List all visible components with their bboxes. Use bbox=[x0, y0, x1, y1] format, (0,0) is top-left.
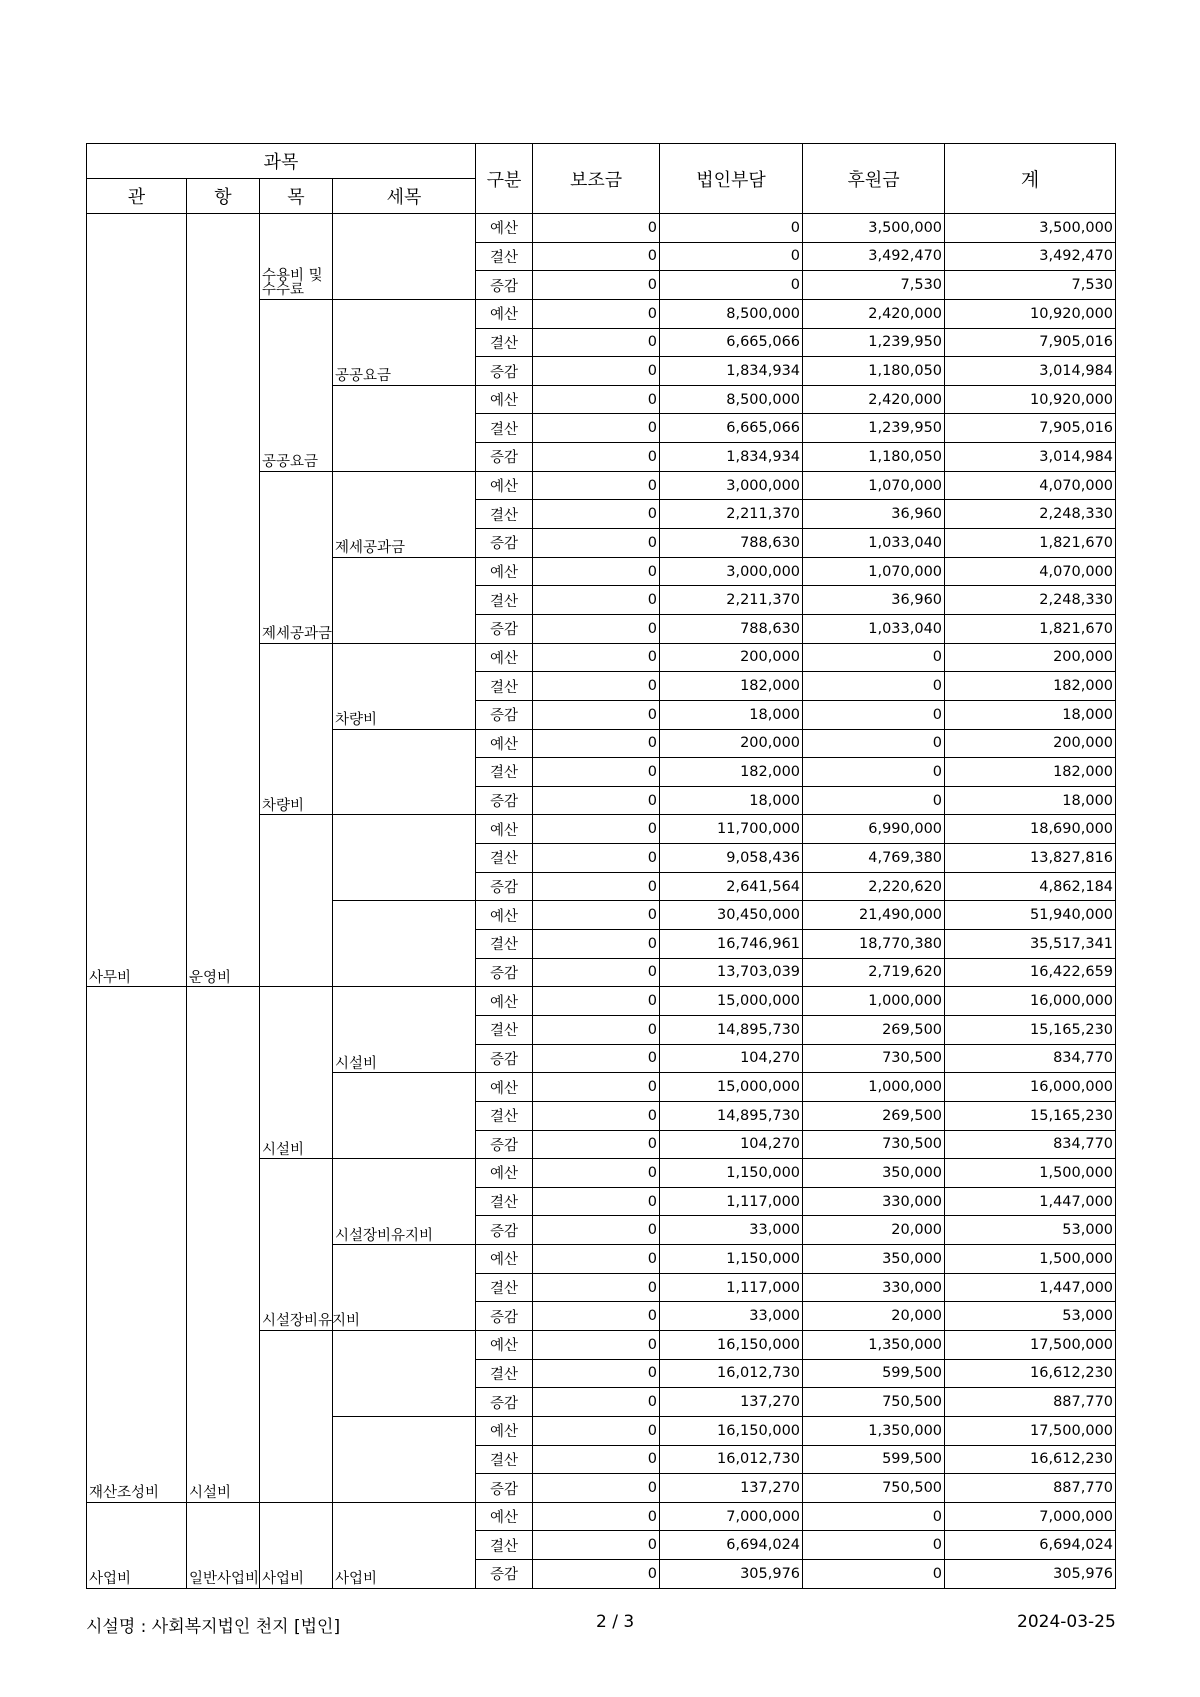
row-type-cell: 결산 bbox=[476, 758, 533, 787]
corporate-cell: 18,000 bbox=[660, 700, 803, 729]
corporate-cell: 16,012,730 bbox=[660, 1359, 803, 1388]
subsidy-cell: 0 bbox=[533, 1245, 660, 1274]
total-cell: 16,422,659 bbox=[945, 958, 1116, 987]
subsidy-cell: 0 bbox=[533, 930, 660, 959]
corporate-cell: 1,150,000 bbox=[660, 1245, 803, 1274]
row-type-cell: 증감 bbox=[476, 700, 533, 729]
category-label: 시설비 bbox=[333, 987, 476, 1073]
row-type-cell: 예산 bbox=[476, 1159, 533, 1188]
total-cell: 887,770 bbox=[945, 1388, 1116, 1417]
total-cell: 7,530 bbox=[945, 271, 1116, 300]
row-type-cell: 증감 bbox=[476, 958, 533, 987]
subsidy-cell: 0 bbox=[533, 1044, 660, 1073]
subsidy-cell: 0 bbox=[533, 700, 660, 729]
total-cell: 1,447,000 bbox=[945, 1187, 1116, 1216]
subsidy-cell: 0 bbox=[533, 1502, 660, 1531]
row-type-cell: 예산 bbox=[476, 901, 533, 930]
row-type-cell: 결산 bbox=[476, 1273, 533, 1302]
subsidy-cell: 0 bbox=[533, 242, 660, 271]
subsidy-cell: 0 bbox=[533, 758, 660, 787]
row-type-cell: 증감 bbox=[476, 1474, 533, 1503]
subsidy-cell: 0 bbox=[533, 643, 660, 672]
row-type-cell: 증감 bbox=[476, 1388, 533, 1417]
row-type-cell: 예산 bbox=[476, 557, 533, 586]
header-total: 계 bbox=[945, 144, 1116, 214]
donation-cell: 36,960 bbox=[803, 586, 945, 615]
row-type-cell: 증감 bbox=[476, 872, 533, 901]
row-type-cell: 결산 bbox=[476, 586, 533, 615]
corporate-cell: 104,270 bbox=[660, 1044, 803, 1073]
table-body bbox=[87, 214, 1116, 1589]
row-type-cell: 증감 bbox=[476, 1302, 533, 1331]
corporate-cell: 13,703,039 bbox=[660, 958, 803, 987]
subsidy-cell: 0 bbox=[533, 729, 660, 758]
donation-cell: 269,500 bbox=[803, 1101, 945, 1130]
category-label: 사업비 bbox=[260, 1502, 333, 1588]
total-cell: 305,976 bbox=[945, 1560, 1116, 1589]
row-type-cell: 증감 bbox=[476, 1044, 533, 1073]
total-cell: 1,500,000 bbox=[945, 1159, 1116, 1188]
corporate-cell: 8,500,000 bbox=[660, 385, 803, 414]
page-number: 2 / 3 bbox=[596, 1612, 635, 1632]
donation-cell: 599,500 bbox=[803, 1445, 945, 1474]
row-type-cell: 예산 bbox=[476, 471, 533, 500]
total-cell: 17,500,000 bbox=[945, 1330, 1116, 1359]
subsidy-cell: 0 bbox=[533, 958, 660, 987]
corporate-cell: 33,000 bbox=[660, 1302, 803, 1331]
category-label: 공공요금 bbox=[260, 299, 333, 471]
subsidy-cell: 0 bbox=[533, 1560, 660, 1589]
category-label: 사무비 bbox=[87, 214, 187, 987]
total-cell: 834,770 bbox=[945, 1130, 1116, 1159]
subsidy-cell: 0 bbox=[533, 586, 660, 615]
subsidy-cell: 0 bbox=[533, 443, 660, 472]
subsidy-cell: 0 bbox=[533, 1130, 660, 1159]
row-type-cell: 증감 bbox=[476, 1560, 533, 1589]
donation-cell: 0 bbox=[803, 643, 945, 672]
subsidy-cell: 0 bbox=[533, 786, 660, 815]
corporate-cell: 0 bbox=[660, 214, 803, 243]
corporate-cell: 30,450,000 bbox=[660, 901, 803, 930]
category-label: 제세공과금 bbox=[333, 471, 476, 557]
corporate-cell: 788,630 bbox=[660, 529, 803, 558]
row-type-cell: 예산 bbox=[476, 1245, 533, 1274]
total-cell: 1,821,670 bbox=[945, 614, 1116, 643]
corporate-cell: 6,665,066 bbox=[660, 414, 803, 443]
donation-cell: 2,420,000 bbox=[803, 385, 945, 414]
donation-cell: 0 bbox=[803, 700, 945, 729]
donation-cell: 7,530 bbox=[803, 271, 945, 300]
total-cell: 2,248,330 bbox=[945, 586, 1116, 615]
corporate-cell: 200,000 bbox=[660, 729, 803, 758]
row-type-cell: 결산 bbox=[476, 500, 533, 529]
corporate-cell: 0 bbox=[660, 242, 803, 271]
row-type-cell: 증감 bbox=[476, 529, 533, 558]
total-cell: 834,770 bbox=[945, 1044, 1116, 1073]
row-type-cell: 증감 bbox=[476, 443, 533, 472]
total-cell: 1,500,000 bbox=[945, 1245, 1116, 1274]
donation-cell: 1,180,050 bbox=[803, 443, 945, 472]
donation-cell: 3,500,000 bbox=[803, 214, 945, 243]
subsidy-cell: 0 bbox=[533, 271, 660, 300]
row-type-cell: 예산 bbox=[476, 987, 533, 1016]
corporate-cell: 16,746,961 bbox=[660, 930, 803, 959]
row-type-cell: 예산 bbox=[476, 1502, 533, 1531]
donation-cell: 0 bbox=[803, 1560, 945, 1589]
corporate-cell: 104,270 bbox=[660, 1130, 803, 1159]
row-type-cell: 결산 bbox=[476, 414, 533, 443]
corporate-cell: 18,000 bbox=[660, 786, 803, 815]
header-category: 과목 bbox=[87, 144, 476, 179]
total-cell: 15,165,230 bbox=[945, 1101, 1116, 1130]
header-gwan: 관 bbox=[87, 179, 187, 214]
row-type-cell: 결산 bbox=[476, 1015, 533, 1044]
donation-cell: 0 bbox=[803, 786, 945, 815]
category-label: 일반사업비 bbox=[187, 1502, 260, 1588]
donation-cell: 2,220,620 bbox=[803, 872, 945, 901]
print-date: 2024-03-25 bbox=[1017, 1612, 1116, 1632]
category-label: 시설장비유지비 bbox=[260, 1159, 333, 1331]
corporate-cell: 0 bbox=[660, 271, 803, 300]
corporate-cell: 14,895,730 bbox=[660, 1101, 803, 1130]
subsidy-cell: 0 bbox=[533, 1101, 660, 1130]
total-cell: 13,827,816 bbox=[945, 844, 1116, 873]
donation-cell: 1,239,950 bbox=[803, 414, 945, 443]
total-cell: 4,070,000 bbox=[945, 471, 1116, 500]
total-cell: 1,447,000 bbox=[945, 1273, 1116, 1302]
category-label: 차량비 bbox=[333, 643, 476, 729]
category-label: 시설장비유지비 bbox=[333, 1159, 476, 1245]
subsidy-cell: 0 bbox=[533, 1216, 660, 1245]
category-label: 사업비 bbox=[333, 1502, 476, 1588]
category-label: 시설비 bbox=[187, 987, 260, 1503]
subsidy-cell: 0 bbox=[533, 385, 660, 414]
subsidy-cell: 0 bbox=[533, 1359, 660, 1388]
total-cell: 3,014,984 bbox=[945, 443, 1116, 472]
row-type-cell: 결산 bbox=[476, 844, 533, 873]
subsidy-cell: 0 bbox=[533, 614, 660, 643]
row-type-cell: 예산 bbox=[476, 299, 533, 328]
total-cell: 18,690,000 bbox=[945, 815, 1116, 844]
header-hang: 항 bbox=[187, 179, 260, 214]
subsidy-cell: 0 bbox=[533, 872, 660, 901]
subsidy-cell: 0 bbox=[533, 1302, 660, 1331]
total-cell: 53,000 bbox=[945, 1216, 1116, 1245]
subsidy-cell: 0 bbox=[533, 844, 660, 873]
row-type-cell: 예산 bbox=[476, 1073, 533, 1102]
row-type-cell: 예산 bbox=[476, 815, 533, 844]
subsidy-cell: 0 bbox=[533, 1015, 660, 1044]
total-cell: 3,014,984 bbox=[945, 357, 1116, 386]
subsidy-cell: 0 bbox=[533, 214, 660, 243]
category-empty bbox=[333, 1073, 476, 1159]
category-label: 운영비 bbox=[187, 214, 260, 987]
donation-cell: 1,033,040 bbox=[803, 529, 945, 558]
header-gubun: 구분 bbox=[476, 144, 533, 214]
corporate-cell: 137,270 bbox=[660, 1388, 803, 1417]
category-empty bbox=[333, 901, 476, 987]
total-cell: 16,000,000 bbox=[945, 1073, 1116, 1102]
corporate-cell: 3,000,000 bbox=[660, 557, 803, 586]
total-cell: 182,000 bbox=[945, 758, 1116, 787]
donation-cell: 6,990,000 bbox=[803, 815, 945, 844]
total-cell: 4,862,184 bbox=[945, 872, 1116, 901]
row-type-cell: 증감 bbox=[476, 271, 533, 300]
donation-cell: 20,000 bbox=[803, 1216, 945, 1245]
total-cell: 7,000,000 bbox=[945, 1502, 1116, 1531]
row-type-cell: 예산 bbox=[476, 1330, 533, 1359]
category-empty bbox=[333, 1416, 476, 1502]
category-label: 사업비 bbox=[87, 1502, 187, 1588]
corporate-cell: 182,000 bbox=[660, 672, 803, 701]
corporate-cell: 6,694,024 bbox=[660, 1531, 803, 1560]
subsidy-cell: 0 bbox=[533, 672, 660, 701]
row-type-cell: 결산 bbox=[476, 1359, 533, 1388]
total-cell: 16,612,230 bbox=[945, 1445, 1116, 1474]
corporate-cell: 14,895,730 bbox=[660, 1015, 803, 1044]
row-type-cell: 예산 bbox=[476, 385, 533, 414]
total-cell: 887,770 bbox=[945, 1474, 1116, 1503]
row-type-cell: 증감 bbox=[476, 1130, 533, 1159]
subsidy-cell: 0 bbox=[533, 1330, 660, 1359]
row-type-cell: 증감 bbox=[476, 786, 533, 815]
donation-cell: 1,070,000 bbox=[803, 557, 945, 586]
corporate-cell: 1,834,934 bbox=[660, 443, 803, 472]
donation-cell: 21,490,000 bbox=[803, 901, 945, 930]
category-empty bbox=[333, 1330, 476, 1416]
donation-cell: 750,500 bbox=[803, 1388, 945, 1417]
row-type-cell: 증감 bbox=[476, 1216, 533, 1245]
category-empty bbox=[260, 1330, 333, 1502]
donation-cell: 350,000 bbox=[803, 1159, 945, 1188]
header-mok: 목 bbox=[260, 179, 333, 214]
donation-cell: 0 bbox=[803, 1502, 945, 1531]
corporate-cell: 8,500,000 bbox=[660, 299, 803, 328]
total-cell: 17,500,000 bbox=[945, 1416, 1116, 1445]
subsidy-cell: 0 bbox=[533, 529, 660, 558]
row-type-cell: 결산 bbox=[476, 672, 533, 701]
category-label: 공공요금 bbox=[333, 299, 476, 385]
donation-cell: 0 bbox=[803, 729, 945, 758]
total-cell: 51,940,000 bbox=[945, 901, 1116, 930]
row-type-cell: 예산 bbox=[476, 1416, 533, 1445]
row-type-cell: 결산 bbox=[476, 1531, 533, 1560]
table-row bbox=[87, 1502, 1116, 1531]
header-semok: 세목 bbox=[333, 179, 476, 214]
category-empty bbox=[333, 214, 476, 300]
total-cell: 16,612,230 bbox=[945, 1359, 1116, 1388]
corporate-cell: 1,834,934 bbox=[660, 357, 803, 386]
category-empty bbox=[260, 815, 333, 987]
corporate-cell: 3,000,000 bbox=[660, 471, 803, 500]
corporate-cell: 1,117,000 bbox=[660, 1273, 803, 1302]
donation-cell: 1,033,040 bbox=[803, 614, 945, 643]
corporate-cell: 15,000,000 bbox=[660, 987, 803, 1016]
donation-cell: 1,350,000 bbox=[803, 1330, 945, 1359]
total-cell: 3,500,000 bbox=[945, 214, 1116, 243]
total-cell: 4,070,000 bbox=[945, 557, 1116, 586]
corporate-cell: 16,012,730 bbox=[660, 1445, 803, 1474]
donation-cell: 330,000 bbox=[803, 1273, 945, 1302]
header-donation: 후원금 bbox=[803, 144, 945, 214]
total-cell: 18,000 bbox=[945, 786, 1116, 815]
subsidy-cell: 0 bbox=[533, 471, 660, 500]
donation-cell: 3,492,470 bbox=[803, 242, 945, 271]
subsidy-cell: 0 bbox=[533, 1474, 660, 1503]
subsidy-cell: 0 bbox=[533, 1159, 660, 1188]
donation-cell: 269,500 bbox=[803, 1015, 945, 1044]
category-label: 수용비 및 수수료 bbox=[260, 214, 333, 300]
category-label: 제세공과금 bbox=[260, 471, 333, 643]
subsidy-cell: 0 bbox=[533, 1388, 660, 1417]
total-cell: 18,000 bbox=[945, 700, 1116, 729]
total-cell: 7,905,016 bbox=[945, 414, 1116, 443]
donation-cell: 2,719,620 bbox=[803, 958, 945, 987]
row-type-cell: 결산 bbox=[476, 1101, 533, 1130]
subsidy-cell: 0 bbox=[533, 1273, 660, 1302]
row-type-cell: 예산 bbox=[476, 643, 533, 672]
donation-cell: 0 bbox=[803, 672, 945, 701]
donation-cell: 36,960 bbox=[803, 500, 945, 529]
corporate-cell: 11,700,000 bbox=[660, 815, 803, 844]
donation-cell: 2,420,000 bbox=[803, 299, 945, 328]
subsidy-cell: 0 bbox=[533, 901, 660, 930]
donation-cell: 330,000 bbox=[803, 1187, 945, 1216]
subsidy-cell: 0 bbox=[533, 1187, 660, 1216]
total-cell: 53,000 bbox=[945, 1302, 1116, 1331]
category-empty bbox=[333, 815, 476, 901]
category-empty bbox=[333, 385, 476, 471]
row-type-cell: 결산 bbox=[476, 242, 533, 271]
corporate-cell: 1,117,000 bbox=[660, 1187, 803, 1216]
table-row bbox=[87, 214, 1116, 243]
subsidy-cell: 0 bbox=[533, 500, 660, 529]
donation-cell: 1,350,000 bbox=[803, 1416, 945, 1445]
row-type-cell: 결산 bbox=[476, 328, 533, 357]
subsidy-cell: 0 bbox=[533, 987, 660, 1016]
subsidy-cell: 0 bbox=[533, 1416, 660, 1445]
corporate-cell: 788,630 bbox=[660, 614, 803, 643]
subsidy-cell: 0 bbox=[533, 557, 660, 586]
subsidy-cell: 0 bbox=[533, 357, 660, 386]
budget-table bbox=[86, 143, 1116, 1589]
corporate-cell: 7,000,000 bbox=[660, 1502, 803, 1531]
donation-cell: 1,239,950 bbox=[803, 328, 945, 357]
subsidy-cell: 0 bbox=[533, 1445, 660, 1474]
corporate-cell: 2,211,370 bbox=[660, 586, 803, 615]
corporate-cell: 2,211,370 bbox=[660, 500, 803, 529]
row-type-cell: 증감 bbox=[476, 357, 533, 386]
donation-cell: 18,770,380 bbox=[803, 930, 945, 959]
category-empty bbox=[333, 557, 476, 643]
header-subsidy: 보조금 bbox=[533, 144, 660, 214]
total-cell: 2,248,330 bbox=[945, 500, 1116, 529]
donation-cell: 350,000 bbox=[803, 1245, 945, 1274]
donation-cell: 599,500 bbox=[803, 1359, 945, 1388]
donation-cell: 1,070,000 bbox=[803, 471, 945, 500]
total-cell: 182,000 bbox=[945, 672, 1116, 701]
category-label: 차량비 bbox=[260, 643, 333, 815]
corporate-cell: 1,150,000 bbox=[660, 1159, 803, 1188]
donation-cell: 0 bbox=[803, 1531, 945, 1560]
donation-cell: 1,180,050 bbox=[803, 357, 945, 386]
table-row bbox=[87, 987, 1116, 1016]
row-type-cell: 증감 bbox=[476, 614, 533, 643]
donation-cell: 730,500 bbox=[803, 1130, 945, 1159]
row-type-cell: 예산 bbox=[476, 729, 533, 758]
donation-cell: 1,000,000 bbox=[803, 1073, 945, 1102]
corporate-cell: 2,641,564 bbox=[660, 872, 803, 901]
total-cell: 200,000 bbox=[945, 643, 1116, 672]
header-corporate: 법인부담 bbox=[660, 144, 803, 214]
subsidy-cell: 0 bbox=[533, 299, 660, 328]
subsidy-cell: 0 bbox=[533, 1073, 660, 1102]
total-cell: 15,165,230 bbox=[945, 1015, 1116, 1044]
subsidy-cell: 0 bbox=[533, 328, 660, 357]
subsidy-cell: 0 bbox=[533, 1531, 660, 1560]
category-empty bbox=[333, 729, 476, 815]
corporate-cell: 137,270 bbox=[660, 1474, 803, 1503]
total-cell: 35,517,341 bbox=[945, 930, 1116, 959]
row-type-cell: 결산 bbox=[476, 1187, 533, 1216]
category-label: 시설비 bbox=[260, 987, 333, 1159]
corporate-cell: 200,000 bbox=[660, 643, 803, 672]
total-cell: 16,000,000 bbox=[945, 987, 1116, 1016]
donation-cell: 20,000 bbox=[803, 1302, 945, 1331]
total-cell: 3,492,470 bbox=[945, 242, 1116, 271]
corporate-cell: 16,150,000 bbox=[660, 1330, 803, 1359]
row-type-cell: 결산 bbox=[476, 930, 533, 959]
corporate-cell: 9,058,436 bbox=[660, 844, 803, 873]
subsidy-cell: 0 bbox=[533, 414, 660, 443]
category-label: 재산조성비 bbox=[87, 987, 187, 1503]
corporate-cell: 16,150,000 bbox=[660, 1416, 803, 1445]
total-cell: 7,905,016 bbox=[945, 328, 1116, 357]
donation-cell: 1,000,000 bbox=[803, 987, 945, 1016]
corporate-cell: 6,665,066 bbox=[660, 328, 803, 357]
corporate-cell: 182,000 bbox=[660, 758, 803, 787]
corporate-cell: 15,000,000 bbox=[660, 1073, 803, 1102]
total-cell: 200,000 bbox=[945, 729, 1116, 758]
total-cell: 10,920,000 bbox=[945, 299, 1116, 328]
row-type-cell: 예산 bbox=[476, 214, 533, 243]
total-cell: 6,694,024 bbox=[945, 1531, 1116, 1560]
total-cell: 1,821,670 bbox=[945, 529, 1116, 558]
corporate-cell: 33,000 bbox=[660, 1216, 803, 1245]
donation-cell: 0 bbox=[803, 758, 945, 787]
corporate-cell: 305,976 bbox=[660, 1560, 803, 1589]
donation-cell: 730,500 bbox=[803, 1044, 945, 1073]
facility-name: 시설명 : 사회복지법인 천지 [법인] bbox=[86, 1617, 341, 1637]
row-type-cell: 결산 bbox=[476, 1445, 533, 1474]
donation-cell: 750,500 bbox=[803, 1474, 945, 1503]
donation-cell: 4,769,380 bbox=[803, 844, 945, 873]
subsidy-cell: 0 bbox=[533, 815, 660, 844]
total-cell: 10,920,000 bbox=[945, 385, 1116, 414]
